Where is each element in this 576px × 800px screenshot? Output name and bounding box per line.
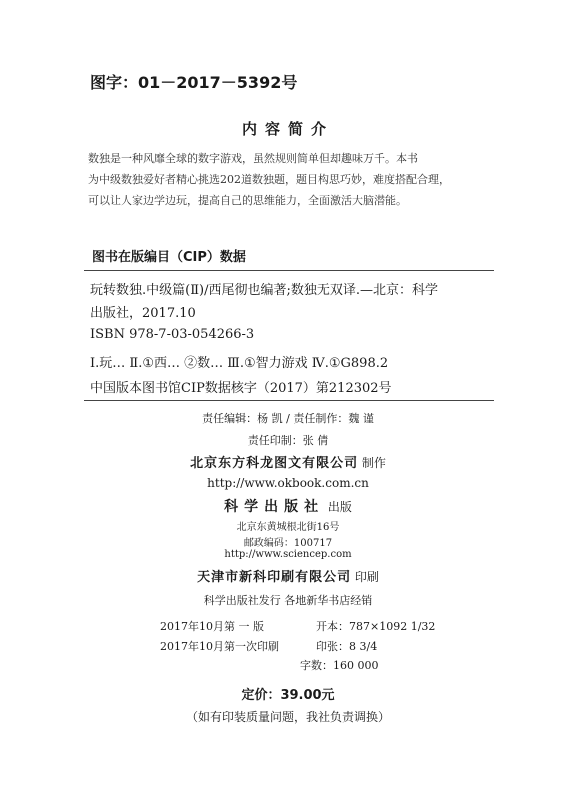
- postal-code: 邮政编码：100717: [243, 538, 333, 549]
- print-sheets: 印张：8 3/4: [316, 640, 378, 653]
- intro-line: 可以让人家边学边玩，提高自己的思维能力，全面激活大脑潜能。: [88, 194, 407, 207]
- publisher-url: http://www.sciencep.com: [224, 549, 352, 560]
- cip-subjects: Ⅰ.玩… Ⅱ.①西… ②数… Ⅲ.①智力游戏 Ⅳ.①G898.2: [90, 356, 389, 371]
- cip-entry-line: 出版社，2017.10: [90, 306, 196, 321]
- distribution-line: 科学出版社发行 各地新华书店经销: [203, 594, 373, 607]
- publisher-address: 北京东黄城根北街16号: [236, 522, 340, 533]
- printer-line: [0, 566, 576, 585]
- edition-line-2: 2017年10月第一次印刷: [160, 640, 279, 653]
- printer-name: 天津市新科印刷有限公司: [197, 570, 352, 585]
- intro-line: 为中级数独爱好者精心挑选202道数独题，题目构思巧妙，难度搭配合理，: [88, 173, 450, 186]
- producer-name: 北京东方科龙图文有限公司: [190, 456, 359, 471]
- editors-credit: 责任编辑：杨 凯 / 责任制作：魏 谨: [202, 412, 374, 425]
- cip-top-rule: [84, 270, 494, 271]
- cip-title: 图书在版编目（CIP）数据: [92, 250, 246, 265]
- price: 定价：39.00元: [241, 688, 335, 703]
- format-size: 开本：787×1092 1/32: [316, 620, 436, 633]
- producer-line: [0, 452, 576, 471]
- intro-line: 数独是一种风靡全球的数字游戏，虽然规则简单但却趣味万千。本书: [88, 152, 418, 165]
- publisher-line: [0, 496, 576, 516]
- producer-url: http://www.okbook.com.cn: [207, 476, 369, 490]
- publisher-name: 科学出版社: [224, 499, 325, 515]
- intro-title: 内容简介: [241, 120, 334, 138]
- cip-check-number: 中国版本图书馆CIP数据核字（2017）第212302号: [90, 381, 392, 396]
- record-number: 图字：01－2017－5392号: [90, 73, 298, 92]
- printing-supervisor: 责任印制：张 倩: [247, 434, 329, 447]
- producer-role: 制作: [361, 456, 386, 470]
- edition-line-1: 2017年10月第 一 版: [160, 620, 264, 633]
- quality-notice: （如有印装质量问题，我社负责调换）: [185, 710, 390, 724]
- cip-entry-line: 玩转数独.中级篇(Ⅱ)/西尾彻也编著;数独无双译.—北京：科学: [90, 283, 439, 298]
- publisher-role: 出版: [327, 500, 352, 514]
- cip-isbn: ISBN 978-7-03-054266-3: [90, 327, 255, 342]
- word-count: 字数：160 000: [300, 659, 379, 672]
- cip-bottom-rule: [84, 400, 494, 401]
- printer-role: 印刷: [354, 570, 379, 584]
